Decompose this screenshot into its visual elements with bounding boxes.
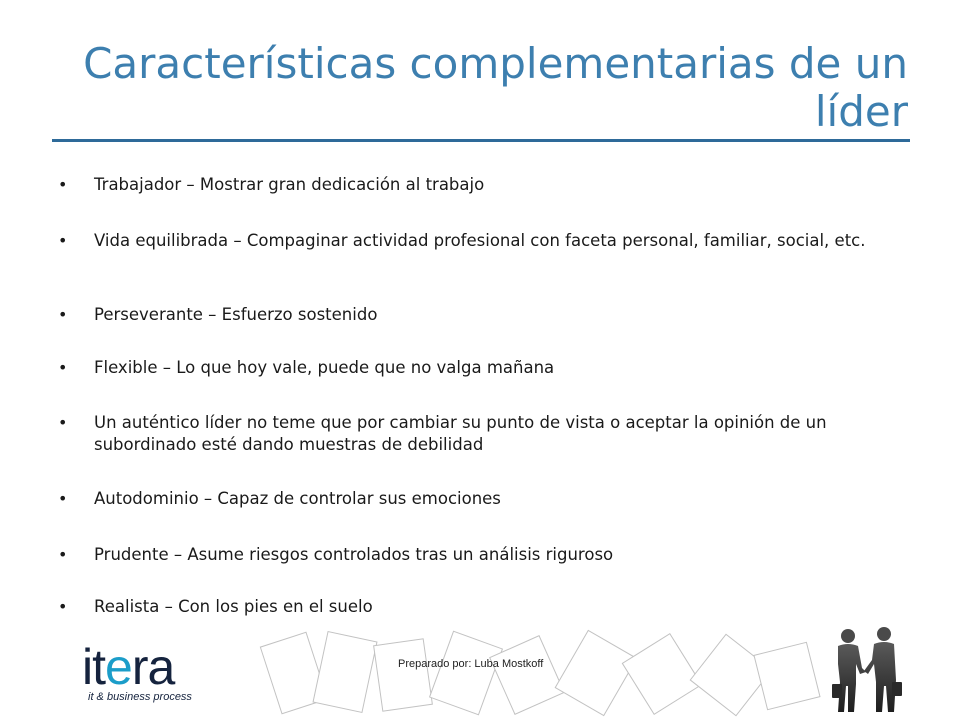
bullet-dot: • [58, 413, 68, 432]
logo-text-accent: e [105, 639, 132, 695]
bullet-item [58, 357, 908, 379]
bullet-dot: • [58, 489, 68, 508]
bullet-item [58, 412, 908, 456]
bullet-text: Autodominio – Capaz de controlar sus emociones [94, 489, 501, 508]
bullet-text: Vida equilibrada – Compaginar actividad profesional con faceta personal, familiar, social, etc. [94, 231, 866, 250]
bullet-item [58, 544, 908, 566]
bullet-dot: • [58, 231, 68, 250]
bullet-item [58, 488, 908, 510]
logo-text-prefix: it [82, 639, 105, 695]
bullet-text: Trabajador – Mostrar gran dedicación al trabajo [94, 175, 485, 194]
bullet-dot: • [58, 597, 68, 616]
slide-title: Características complementarias de un líder [83, 39, 908, 136]
bullet-text: Perseverante – Esfuerzo sostenido [94, 305, 378, 324]
bullet-item [58, 230, 908, 252]
business-handshake-icon [826, 624, 906, 718]
prepared-by-text: Preparado por: Luba Mostkoff [398, 658, 544, 670]
bullet-item [58, 174, 908, 196]
bullet-text: Flexible – Lo que hoy vale, puede que no valga mañana [94, 358, 555, 377]
bullet-text: Prudente – Asume riesgos controlados tras un análisis riguroso [94, 545, 614, 564]
bullet-dot: • [58, 545, 68, 564]
bullet-item [58, 596, 908, 618]
logo-tagline: it & business process [88, 691, 192, 703]
title-underline [52, 139, 910, 142]
bullet-item [58, 304, 908, 326]
itera-logo [82, 639, 242, 707]
tilted-pages-decoration-icon [250, 628, 830, 720]
bullet-text: Un auténtico líder no teme que por cambiar su punto de vista o aceptar la opinión de un subordinado esté dando muestras de debilidad [94, 413, 827, 454]
bullet-dot: • [58, 358, 68, 377]
bullet-dot: • [58, 305, 68, 324]
logo-wordmark [82, 637, 174, 697]
bullet-text: Realista – Con los pies en el suelo [94, 597, 373, 616]
bullet-dot: • [58, 175, 68, 194]
logo-text-suffix: ra [131, 639, 175, 695]
